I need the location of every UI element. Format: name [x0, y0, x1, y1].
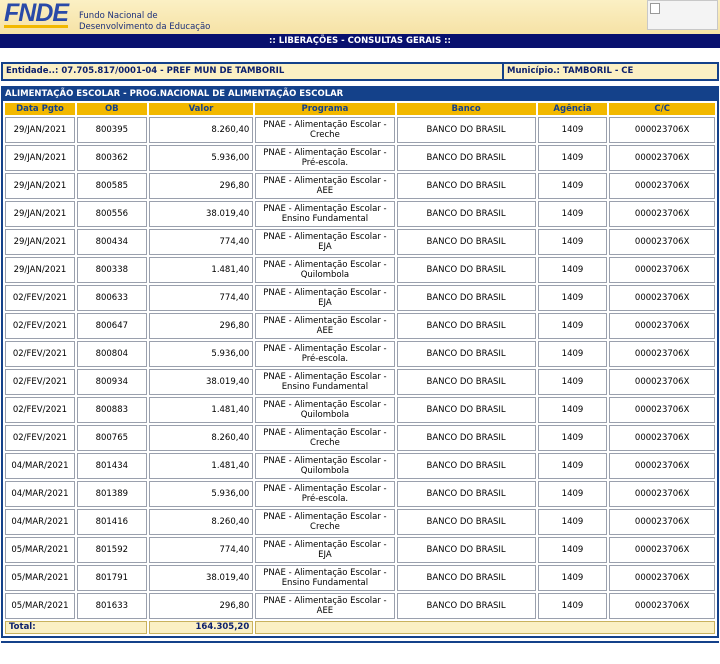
cell-cc: 000023706X — [609, 537, 715, 563]
cell-programa — [255, 509, 394, 535]
cell-data-pgto: 02/FEV/2021 — [5, 425, 75, 451]
cell-data-pgto: 05/MAR/2021 — [5, 565, 75, 591]
table-row — [5, 453, 715, 479]
cell-valor: 5.936,00 — [149, 341, 254, 367]
total-value: 164.305,20 — [149, 621, 254, 634]
cell-cc: 000023706X — [609, 593, 715, 619]
programa-line2: EJA — [318, 298, 332, 308]
cell-agencia: 1409 — [538, 593, 608, 619]
table-row — [5, 509, 715, 535]
cell-ob: 801416 — [77, 509, 147, 535]
cell-ob: 800647 — [77, 313, 147, 339]
cell-banco: BANCO DO BRASIL — [397, 593, 536, 619]
table-row — [5, 173, 715, 199]
table-row — [5, 537, 715, 563]
programa-line1: PNAE - Alimentação Escolar - — [263, 259, 387, 270]
cell-data-pgto: 04/MAR/2021 — [5, 481, 75, 507]
total-row — [5, 621, 715, 634]
cell-banco: BANCO DO BRASIL — [397, 453, 536, 479]
cell-data-pgto: 05/MAR/2021 — [5, 537, 75, 563]
cell-ob: 801389 — [77, 481, 147, 507]
col-header-ob: OB — [77, 103, 147, 115]
programa-line1: PNAE - Alimentação Escolar - — [263, 511, 387, 522]
cell-valor: 8.260,40 — [149, 117, 254, 143]
programa-line2: Quilombola — [300, 270, 350, 280]
programa-line2: Ensino Fundamental — [281, 382, 369, 392]
cell-banco: BANCO DO BRASIL — [397, 537, 536, 563]
table-row — [5, 369, 715, 395]
cell-programa — [255, 565, 394, 591]
cell-banco: BANCO DO BRASIL — [397, 313, 536, 339]
cell-valor: 774,40 — [149, 285, 254, 311]
col-header-banco: Banco — [397, 103, 536, 115]
table-row — [5, 397, 715, 423]
cell-data-pgto: 29/JAN/2021 — [5, 257, 75, 283]
cell-valor: 5.936,00 — [149, 481, 254, 507]
programa-line1: PNAE - Alimentação Escolar - — [263, 399, 387, 410]
programa-line1: PNAE - Alimentação Escolar - — [263, 147, 387, 158]
cell-cc: 000023706X — [609, 285, 715, 311]
table-row — [5, 313, 715, 339]
table-row — [5, 481, 715, 507]
programa-line2: Pré-escola. — [301, 494, 349, 504]
cell-valor: 296,80 — [149, 313, 254, 339]
cell-ob: 801633 — [77, 593, 147, 619]
cell-banco: BANCO DO BRASIL — [397, 425, 536, 451]
table-row — [5, 117, 715, 143]
org-name-line1: Fundo Nacional de — [79, 11, 158, 21]
cell-data-pgto: 29/JAN/2021 — [5, 145, 75, 171]
cell-banco: BANCO DO BRASIL — [397, 201, 536, 227]
cell-agencia: 1409 — [538, 201, 608, 227]
cell-data-pgto: 02/FEV/2021 — [5, 285, 75, 311]
cell-cc: 000023706X — [609, 229, 715, 255]
nav-title-bar: :: LIBERAÇÕES - CONSULTAS GERAIS :: — [0, 34, 720, 48]
cell-programa — [255, 257, 394, 283]
cell-data-pgto: 02/FEV/2021 — [5, 313, 75, 339]
liberacoes-table — [3, 101, 717, 636]
entity-bar — [1, 62, 719, 81]
table-row — [5, 341, 715, 367]
total-filler — [255, 621, 715, 634]
cell-banco: BANCO DO BRASIL — [397, 397, 536, 423]
cell-agencia: 1409 — [538, 313, 608, 339]
cell-cc: 000023706X — [609, 145, 715, 171]
col-header-programa: Programa — [255, 103, 394, 115]
cell-ob: 800434 — [77, 229, 147, 255]
liberacoes-panel — [1, 86, 719, 638]
cell-cc: 000023706X — [609, 257, 715, 283]
org-name-line2: Desenvolvimento da Educação — [79, 22, 211, 32]
cell-cc: 000023706X — [609, 481, 715, 507]
cell-agencia: 1409 — [538, 369, 608, 395]
cell-ob: 800395 — [77, 117, 147, 143]
cell-programa — [255, 201, 394, 227]
cell-valor: 38.019,40 — [149, 369, 254, 395]
table-row — [5, 593, 715, 619]
cell-agencia: 1409 — [538, 397, 608, 423]
cell-programa — [255, 285, 394, 311]
programa-line1: PNAE - Alimentação Escolar - — [263, 203, 387, 214]
cell-cc: 000023706X — [609, 313, 715, 339]
cell-valor: 8.260,40 — [149, 425, 254, 451]
programa-line1: PNAE - Alimentação Escolar - — [263, 231, 387, 242]
cell-agencia: 1409 — [538, 173, 608, 199]
cell-agencia: 1409 — [538, 425, 608, 451]
programa-line1: PNAE - Alimentação Escolar - — [263, 567, 387, 578]
org-name — [79, 11, 210, 33]
cell-banco: BANCO DO BRASIL — [397, 257, 536, 283]
cell-data-pgto: 29/JAN/2021 — [5, 201, 75, 227]
cell-data-pgto: 04/MAR/2021 — [5, 453, 75, 479]
cell-data-pgto: 05/MAR/2021 — [5, 593, 75, 619]
cell-agencia: 1409 — [538, 537, 608, 563]
cell-data-pgto: 02/FEV/2021 — [5, 369, 75, 395]
cell-valor: 5.936,00 — [149, 145, 254, 171]
cell-valor: 774,40 — [149, 537, 254, 563]
programa-line2: Creche — [310, 438, 340, 448]
broken-image-icon — [647, 0, 718, 30]
programa-line1: PNAE - Alimentação Escolar - — [263, 119, 387, 130]
cell-ob: 801791 — [77, 565, 147, 591]
cell-programa — [255, 425, 394, 451]
cell-banco: BANCO DO BRASIL — [397, 229, 536, 255]
cell-programa — [255, 341, 394, 367]
cell-valor: 1.481,40 — [149, 397, 254, 423]
table-row — [5, 145, 715, 171]
cell-agencia: 1409 — [538, 481, 608, 507]
total-label: Total: — [5, 621, 147, 634]
programa-line1: PNAE - Alimentação Escolar - — [263, 343, 387, 354]
cell-banco: BANCO DO BRASIL — [397, 145, 536, 171]
cell-valor: 8.260,40 — [149, 509, 254, 535]
cell-banco: BANCO DO BRASIL — [397, 173, 536, 199]
programa-line2: AEE — [316, 186, 334, 196]
col-header-data: Data Pgto — [5, 103, 75, 115]
programa-line2: EJA — [318, 242, 332, 252]
cell-programa — [255, 173, 394, 199]
cell-data-pgto: 29/JAN/2021 — [5, 229, 75, 255]
col-header-valor: Valor — [149, 103, 254, 115]
table-row — [5, 285, 715, 311]
cell-banco: BANCO DO BRASIL — [397, 509, 536, 535]
cell-ob: 800338 — [77, 257, 147, 283]
cell-agencia: 1409 — [538, 509, 608, 535]
cell-programa — [255, 397, 394, 423]
cell-ob: 800585 — [77, 173, 147, 199]
cell-programa — [255, 537, 394, 563]
table-row — [5, 257, 715, 283]
cell-ob: 800934 — [77, 369, 147, 395]
cell-agencia: 1409 — [538, 117, 608, 143]
programa-line2: AEE — [316, 326, 334, 336]
cell-ob: 800633 — [77, 285, 147, 311]
programa-line2: AEE — [316, 606, 334, 616]
cell-cc: 000023706X — [609, 369, 715, 395]
cell-cc: 000023706X — [609, 201, 715, 227]
table-row — [5, 425, 715, 451]
programa-line2: Quilombola — [300, 466, 350, 476]
cell-valor: 774,40 — [149, 229, 254, 255]
section-title: ALIMENTAÇÃO ESCOLAR - PROG.NACIONAL DE ALIMENTAÇÃO ESCOLAR — [5, 89, 344, 99]
programa-line2: Ensino Fundamental — [281, 214, 369, 224]
cell-agencia: 1409 — [538, 453, 608, 479]
programa-line2: Pré-escola. — [301, 158, 349, 168]
cell-data-pgto: 29/JAN/2021 — [5, 117, 75, 143]
programa-line2: Creche — [310, 130, 340, 140]
cell-agencia: 1409 — [538, 145, 608, 171]
cell-banco: BANCO DO BRASIL — [397, 117, 536, 143]
cell-programa — [255, 229, 394, 255]
programa-line1: PNAE - Alimentação Escolar - — [263, 315, 387, 326]
cell-cc: 000023706X — [609, 173, 715, 199]
cell-banco: BANCO DO BRASIL — [397, 285, 536, 311]
cell-agencia: 1409 — [538, 565, 608, 591]
cell-cc: 000023706X — [609, 453, 715, 479]
programa-line1: PNAE - Alimentação Escolar - — [263, 455, 387, 466]
cell-ob: 800804 — [77, 341, 147, 367]
cell-banco: BANCO DO BRASIL — [397, 369, 536, 395]
cell-data-pgto: 02/FEV/2021 — [5, 397, 75, 423]
programa-line1: PNAE - Alimentação Escolar - — [263, 371, 387, 382]
cell-valor: 38.019,40 — [149, 201, 254, 227]
cell-cc: 000023706X — [609, 425, 715, 451]
cell-programa — [255, 117, 394, 143]
cell-banco: BANCO DO BRASIL — [397, 565, 536, 591]
fnde-logo[interactable]: FNDE — [4, 0, 69, 27]
cell-programa — [255, 313, 394, 339]
programa-line1: PNAE - Alimentação Escolar - — [263, 483, 387, 494]
bottom-divider — [1, 641, 719, 643]
cell-ob: 800765 — [77, 425, 147, 451]
municipio-info: Município.: TAMBORIL - CE — [504, 64, 717, 79]
table-row — [5, 201, 715, 227]
cell-banco: BANCO DO BRASIL — [397, 341, 536, 367]
cell-valor: 38.019,40 — [149, 565, 254, 591]
programa-line2: Ensino Fundamental — [281, 578, 369, 588]
cell-ob: 800883 — [77, 397, 147, 423]
cell-data-pgto: 04/MAR/2021 — [5, 509, 75, 535]
cell-agencia: 1409 — [538, 229, 608, 255]
cell-valor: 1.481,40 — [149, 453, 254, 479]
programa-line2: Quilombola — [300, 410, 350, 420]
cell-data-pgto: 02/FEV/2021 — [5, 341, 75, 367]
cell-ob: 801592 — [77, 537, 147, 563]
cell-ob: 801434 — [77, 453, 147, 479]
programa-line1: PNAE - Alimentação Escolar - — [263, 539, 387, 550]
programa-line1: PNAE - Alimentação Escolar - — [263, 175, 387, 186]
cell-valor: 296,80 — [149, 173, 254, 199]
cell-valor: 296,80 — [149, 593, 254, 619]
cell-cc: 000023706X — [609, 509, 715, 535]
programa-line1: PNAE - Alimentação Escolar - — [263, 427, 387, 438]
cell-ob: 800362 — [77, 145, 147, 171]
cell-banco: BANCO DO BRASIL — [397, 481, 536, 507]
programa-line2: EJA — [318, 550, 332, 560]
table-row — [5, 229, 715, 255]
cell-cc: 000023706X — [609, 565, 715, 591]
col-header-cc: C/C — [609, 103, 715, 115]
cell-programa — [255, 453, 394, 479]
table-row — [5, 565, 715, 591]
cell-cc: 000023706X — [609, 341, 715, 367]
cell-cc: 000023706X — [609, 117, 715, 143]
cell-programa — [255, 593, 394, 619]
programa-line1: PNAE - Alimentação Escolar - — [263, 595, 387, 606]
programa-line1: PNAE - Alimentação Escolar - — [263, 287, 387, 298]
cell-programa — [255, 145, 394, 171]
cell-valor: 1.481,40 — [149, 257, 254, 283]
programa-line2: Creche — [310, 522, 340, 532]
header-row — [5, 103, 715, 115]
entity-info: Entidade..: 07.705.817/0001-04 - PREF MUN DE TAMBORIL — [3, 64, 502, 79]
cell-agencia: 1409 — [538, 341, 608, 367]
cell-cc: 000023706X — [609, 397, 715, 423]
cell-agencia: 1409 — [538, 257, 608, 283]
site-header — [0, 0, 720, 34]
col-header-agencia: Agência — [538, 103, 608, 115]
cell-programa — [255, 369, 394, 395]
cell-programa — [255, 481, 394, 507]
programa-line2: Pré-escola. — [301, 354, 349, 364]
cell-data-pgto: 29/JAN/2021 — [5, 173, 75, 199]
cell-ob: 800556 — [77, 201, 147, 227]
cell-agencia: 1409 — [538, 285, 608, 311]
